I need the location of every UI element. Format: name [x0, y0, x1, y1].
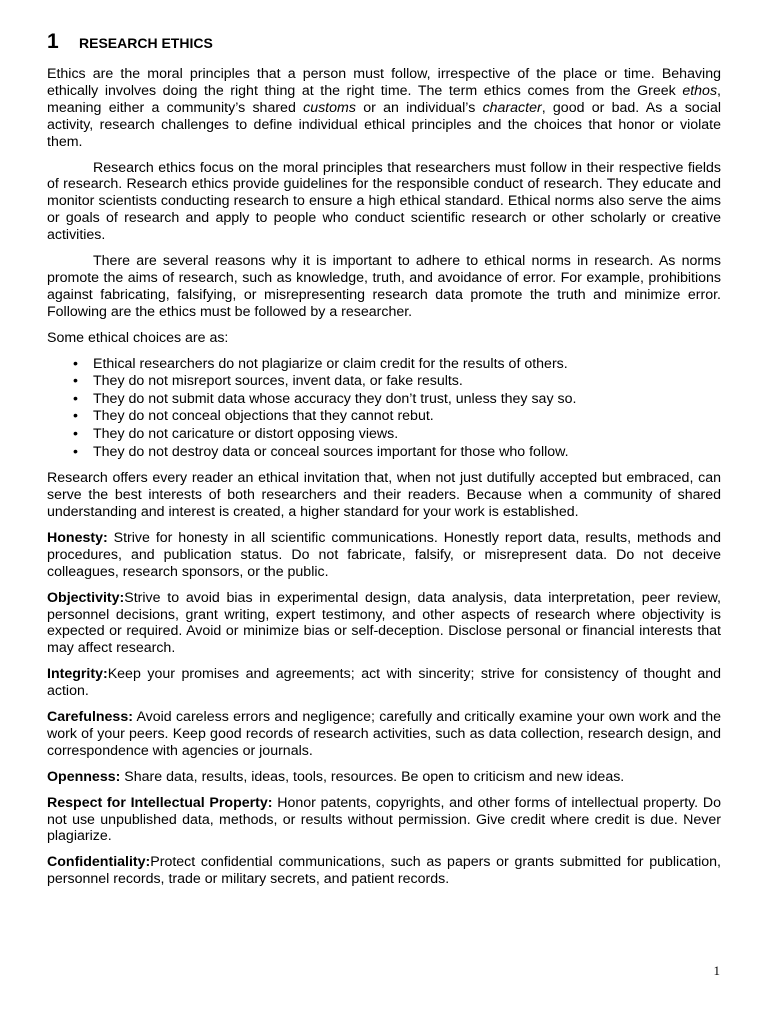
- choices-intro: Some ethical choices are as:: [47, 329, 229, 346]
- bullet-icon: •: [73, 390, 78, 407]
- principle-openness: Openness: Share data, results, ideas, tools, resources. Be open to criticism and new ideas.: [47, 768, 625, 785]
- principle-confidentiality: Confidentiality:Protect confidential communications, such as papers or grants submitted for publication, personnel records, trade or military secrets, and patient records.: [47, 854, 721, 888]
- character-term: character: [482, 99, 542, 116]
- principle-intellectual-property: Respect for Intellectual Property: Honor patents, copyrights, and other forms of intellectual property. Do not use unpublished data, methods, or results without permission. Give credit where credit is due. Never plagiarize.: [47, 794, 721, 845]
- principle-carefulness: Carefulness: Avoid careless errors and negligence; carefully and critically examine your own work and the work of your peers. Keep good records of research activities, such as data collection, research design, and correspondence with agencies or journals.: [47, 709, 721, 759]
- ethical-choices-list: [47, 356, 721, 462]
- list-item: • They do not caricature or distort opposing views.: [73, 425, 399, 442]
- bullet-icon: •: [73, 355, 78, 372]
- bullet-icon: •: [73, 408, 78, 425]
- list-item: • Ethical researchers do not plagiarize or claim credit for the results of others.: [73, 355, 568, 372]
- ethos-term: ethos: [682, 82, 718, 99]
- list-item: • They do not submit data whose accuracy they don’t trust, unless they say so.: [73, 390, 577, 407]
- invitation-paragraph: Research offers every reader an ethical invitation that, when not just dutifully accepted but embraced, can serve the best interests of both researchers and their readers. Because when a community of shared understanding and interest is created, a higher standard for your work is established.: [47, 470, 721, 520]
- bullet-icon: •: [73, 425, 78, 442]
- research-ethics-paragraph: Research ethics focus on the moral principles that researchers must follow in their respective fields of research. Research ethics provide guidelines for the responsible conduct of research. They educate and monitor scientists conducting research to ensure a high ethical standard. Ethical norms also serve the aims or goals of research and apply to people who conduct scientific research or other scholarly or creative activities.: [47, 159, 721, 244]
- list-item: • They do not misreport sources, invent data, or fake results.: [73, 373, 463, 390]
- principle-honesty: Honesty: Strive for honesty in all scientific communications. Honestly report data, results, methods and procedures, and publication status. Do not fabricate, falsify, or misrepresent data. Do not deceive colleagues, research sponsors, or the public.: [47, 529, 721, 580]
- section-heading: [47, 30, 721, 54]
- page-number: 1: [713, 963, 720, 978]
- section-number: 1: [47, 30, 59, 53]
- section-title: RESEARCH ETHICS: [79, 35, 213, 51]
- bullet-icon: •: [73, 443, 78, 460]
- list-item: • They do not conceal objections that they cannot rebut.: [73, 408, 434, 425]
- intro-paragraph: Ethics are the moral principles that a person must follow, irrespective of the place or time. Behaving ethically involves doing the right thing at the right time. The term ethics comes from the Greek ethos, meaning either a community’s shared customs or an individual’s character, good or bad. As a social activity, research challenges to define individual ethical principles and the choices that honor or violate them.: [47, 66, 721, 150]
- bullet-icon: •: [73, 373, 78, 390]
- list-item: • They do not destroy data or conceal sources important for those who follow.: [73, 443, 569, 460]
- customs-term: customs: [303, 99, 356, 116]
- principle-objectivity: Objectivity:Strive to avoid bias in experimental design, data analysis, data interpretation, peer review, personnel decisions, grant writing, expert testimony, and other aspects of research where objectivity is expected or required. Avoid or minimize bias or self-deception. Disclose personal or financial interests that may affect research.: [47, 589, 721, 657]
- principle-integrity: Integrity:Keep your promises and agreements; act with sincerity; strive for consistency of thought and action.: [47, 666, 721, 700]
- reasons-paragraph: There are several reasons why it is important to adhere to ethical norms in research. As norms promote the aims of research, such as knowledge, truth, and avoidance of error. For example, prohibitions against fabricating, falsifying, or misrepresenting research data promote the truth and minimize error. Following are the ethics must be followed by a researcher.: [47, 253, 721, 320]
